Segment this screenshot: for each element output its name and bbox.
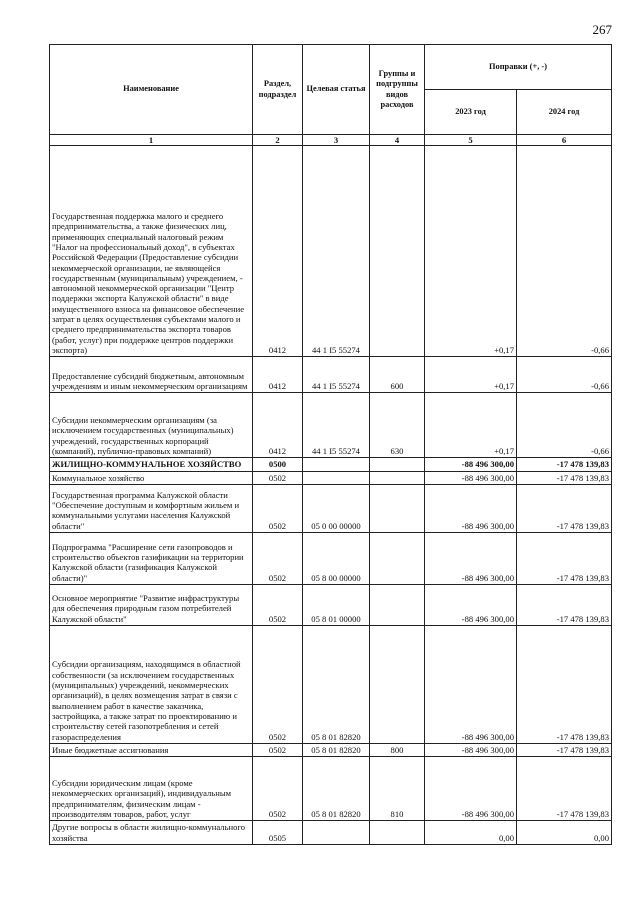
row-section: 0412: [253, 146, 303, 357]
row-target: 44 1 I5 55274: [303, 146, 370, 357]
row-group: [370, 532, 425, 584]
row-target: 44 1 I5 55274: [303, 357, 370, 393]
row-target: 05 8 01 82820: [303, 625, 370, 743]
row-name: Подпрограмма "Расширение сети газопроводов и строительство объектов газификации на территории Калужской области (газификация Калужской области)": [50, 532, 253, 584]
row-section: 0502: [253, 532, 303, 584]
row-name: Иные бюджетные ассигнования: [50, 743, 253, 756]
row-name: Субсидии некоммерческим организациям (за исключением государственных (муниципальных) учреждений, государственных корпораций (компаний), публично-правовых компаний): [50, 393, 253, 458]
row-name: Основное мероприятие "Развитие инфраструктуры для обеспечения природным газом потребителей Калужской области": [50, 584, 253, 625]
row-2023: -88 496 300,00: [425, 471, 517, 484]
column-number: 3: [303, 135, 370, 146]
row-name: Другие вопросы в области жилищно-коммунального хозяйства: [50, 821, 253, 845]
row-group: [370, 821, 425, 845]
row-target: 05 8 01 82820: [303, 757, 370, 821]
table-row: [50, 532, 612, 584]
row-section: 0412: [253, 393, 303, 458]
row-target: 05 8 01 82820: [303, 743, 370, 756]
table-row: [50, 393, 612, 458]
row-2024: -0,66: [517, 146, 612, 357]
budget-amendments-table: [49, 44, 612, 845]
header-name: Наименование: [50, 45, 253, 135]
row-group: 630: [370, 393, 425, 458]
column-number: 1: [50, 135, 253, 146]
row-group: 800: [370, 743, 425, 756]
row-2024: -0,66: [517, 393, 612, 458]
column-number: 5: [425, 135, 517, 146]
row-name: Государственная поддержка малого и среднего предпринимательства, а также физических лиц, применяющих специальный налоговый режим "Налог на профессиональный доход", в субъектах Российской Федерации (Предоставление субсидии некоммерческой организации, не являющейся государственным (муниципальным) учреждением, - автономной некоммерческой организации "Центр поддержки экспорта Калужской области" в виде имущественного взноса на финансовое обеспечение затрат в целях осуществления субъектами малого и среднего предпринимательства экспорта товаров (работ, услуг) при поддержке центров поддержки экспорта): [50, 146, 253, 357]
row-2023: -88 496 300,00: [425, 743, 517, 756]
column-number-row: [50, 135, 612, 146]
header-year-2024: 2024 год: [517, 90, 612, 135]
row-2024: -17 478 139,83: [517, 625, 612, 743]
row-2023: -88 496 300,00: [425, 625, 517, 743]
row-2024: -17 478 139,83: [517, 471, 612, 484]
row-2024: -17 478 139,83: [517, 757, 612, 821]
row-group: [370, 625, 425, 743]
row-2023: -88 496 300,00: [425, 584, 517, 625]
page-number: 267: [592, 22, 612, 37]
row-2023: +0,17: [425, 357, 517, 393]
row-section: 0502: [253, 625, 303, 743]
row-section: 0502: [253, 484, 303, 532]
table-row: [50, 743, 612, 756]
row-target: 05 0 00 00000: [303, 484, 370, 532]
row-target: [303, 458, 370, 471]
table-row: [50, 146, 612, 357]
row-name: Субсидии юридическим лицам (кроме некоммерческих организаций), индивидуальным предпринимателям, физическим лицам - производителям товаров, работ, услуг: [50, 757, 253, 821]
row-2023: -88 496 300,00: [425, 458, 517, 471]
row-section: 0502: [253, 584, 303, 625]
row-target: [303, 821, 370, 845]
row-2024: -17 478 139,83: [517, 532, 612, 584]
table-row: [50, 821, 612, 845]
row-name: ЖИЛИЩНО-КОММУНАЛЬНОЕ ХОЗЯЙСТВО: [50, 458, 253, 471]
row-group: [370, 146, 425, 357]
row-name: Предоставление субсидий бюджетным, автономным учреждениям и иным некоммерческим организациям: [50, 357, 253, 393]
table-row: [50, 625, 612, 743]
row-2023: 0,00: [425, 821, 517, 845]
column-number: 6: [517, 135, 612, 146]
row-group: 600: [370, 357, 425, 393]
column-number: 2: [253, 135, 303, 146]
row-2024: -17 478 139,83: [517, 458, 612, 471]
header-year-2023: 2023 год: [425, 90, 517, 135]
row-2024: -17 478 139,83: [517, 484, 612, 532]
row-target: 44 1 I5 55274: [303, 393, 370, 458]
table-row: [50, 484, 612, 532]
row-2024: -17 478 139,83: [517, 743, 612, 756]
row-name: Субсидии организациям, находящимся в областной собственности (за исключением государственных (муниципальных) учреждений, некоммерческих организаций), в целях возмещения затрат в связи с выполнением работ в качестве заказчика, застройщика, а также затрат по проектированию и строительству сетей газопотребления и сетей газораспределения: [50, 625, 253, 743]
row-group: [370, 584, 425, 625]
row-section: 0502: [253, 757, 303, 821]
row-section: 0502: [253, 743, 303, 756]
header-amendments: Поправки (+, -): [425, 45, 612, 90]
row-2024: 0,00: [517, 821, 612, 845]
header-section: Раздел, подраздел: [253, 45, 303, 135]
table-row: [50, 471, 612, 484]
row-target: 05 8 01 00000: [303, 584, 370, 625]
table-row: [50, 357, 612, 393]
row-2024: -17 478 139,83: [517, 584, 612, 625]
header-target: Целевая статья: [303, 45, 370, 135]
table-row: [50, 757, 612, 821]
row-section: 0412: [253, 357, 303, 393]
row-2023: +0,17: [425, 393, 517, 458]
row-2023: -88 496 300,00: [425, 757, 517, 821]
row-section: 0500: [253, 458, 303, 471]
row-group: [370, 458, 425, 471]
table-row: [50, 458, 612, 471]
table-row: [50, 584, 612, 625]
row-group: [370, 471, 425, 484]
row-2023: -88 496 300,00: [425, 532, 517, 584]
row-target: 05 8 00 00000: [303, 532, 370, 584]
row-name: Коммунальное хозяйство: [50, 471, 253, 484]
row-section: 0502: [253, 471, 303, 484]
row-2023: -88 496 300,00: [425, 484, 517, 532]
header-groups: Группы и подгруппы видов расходов: [370, 45, 425, 135]
row-name: Государственная программа Калужской области "Обеспечение доступным и комфортным жильем и коммунальными услугами населения Калужской области": [50, 484, 253, 532]
row-2024: -0,66: [517, 357, 612, 393]
column-number: 4: [370, 135, 425, 146]
row-target: [303, 471, 370, 484]
row-2023: +0,17: [425, 146, 517, 357]
row-group: 810: [370, 757, 425, 821]
row-section: 0505: [253, 821, 303, 845]
row-group: [370, 484, 425, 532]
